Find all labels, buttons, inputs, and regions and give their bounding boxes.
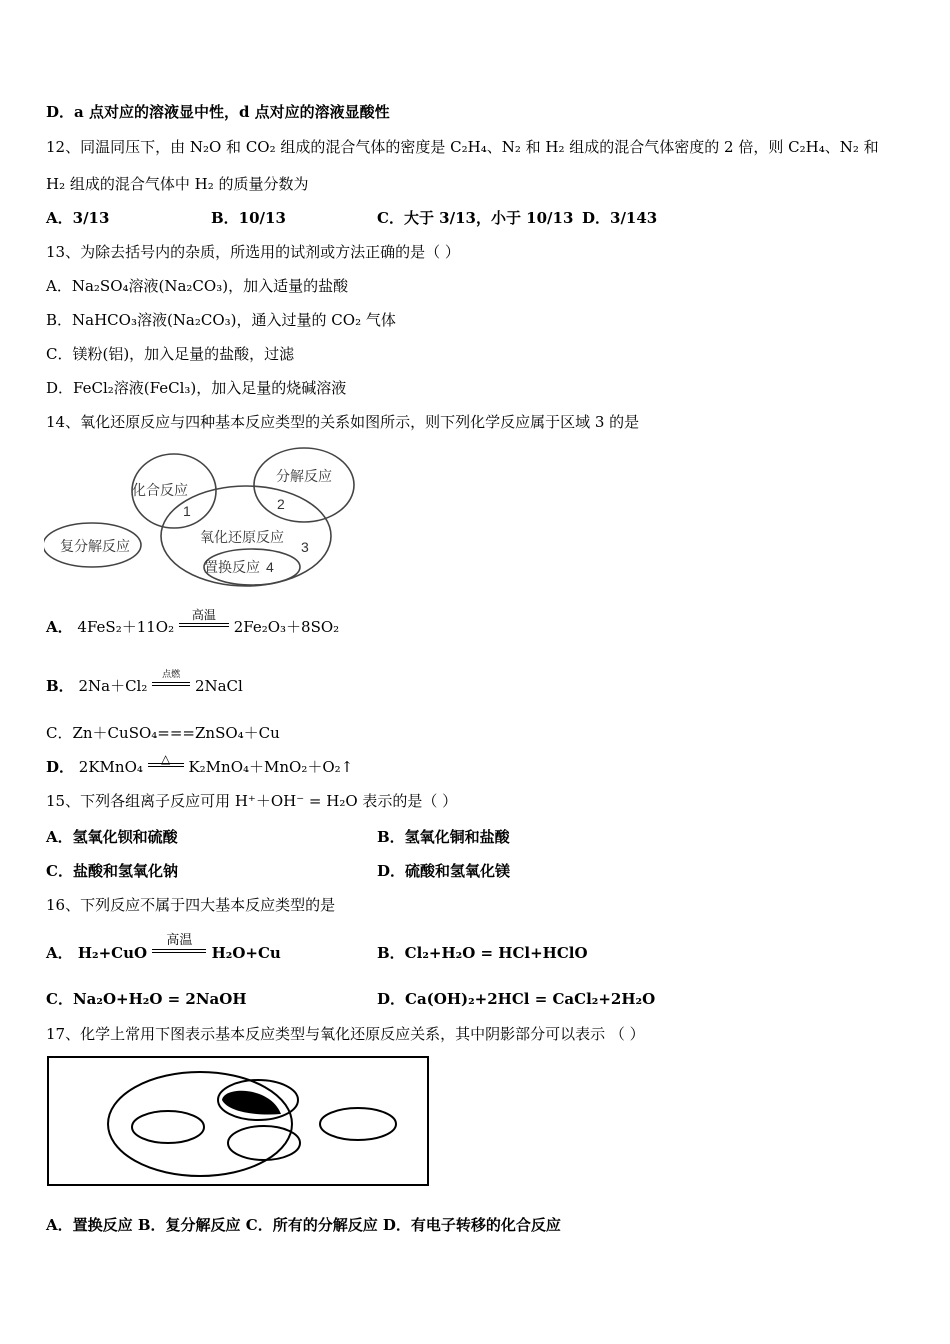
label-displacement: 置换反应: [204, 559, 260, 575]
q16-stem: 16、下列反应不属于四大基本反应类型的是: [46, 896, 336, 914]
label-combination: 化合反应: [132, 482, 188, 498]
q15-option-b: B．氢氧化铜和盐酸: [377, 828, 510, 846]
q14-option-b: B． 2Na＋Cl₂ 点燃 2NaCl: [46, 676, 243, 696]
q13-option-a: A．Na₂SO₄溶液(Na₂CO₃)，加入适量的盐酸: [46, 277, 349, 295]
q13-option-d: D．FeCl₂溶液(FeCl₃)，加入足量的烧碱溶液: [46, 379, 347, 397]
q14-option-d: D． 2KMnO₄ △ K₂MnO₄＋MnO₂＋O₂↑: [46, 757, 353, 777]
q13-option-b: B．NaHCO₃溶液(Na₂CO₃)，通入过量的 CO₂ 气体: [46, 311, 396, 329]
region-2: 2: [277, 496, 285, 512]
q14-option-a: A． 4FeS₂＋11O₂ 高温 2Fe₂O₃＋8SO₂: [46, 617, 339, 637]
q17-options: A．置换反应 B．复分解反应 C．所有的分解反应 D．有电子转移的化合反应: [46, 1216, 561, 1234]
q11-option-d: D．a 点对应的溶液显中性，d 点对应的溶液显酸性: [46, 103, 390, 121]
q14-venn-diagram: [44, 444, 364, 594]
q17-relation-diagram: [46, 1054, 432, 1190]
condition-high-temp-16: 高温: [166, 933, 193, 948]
q15-option-c: C．盐酸和氢氧化钠: [46, 862, 178, 880]
q12-option-d: D．3/143: [582, 209, 658, 227]
q16-option-b: B．Cl₂+H₂O = HCl+HClO: [377, 944, 588, 962]
decomposition-circle: [254, 448, 354, 522]
q12-stem-line2: H₂ 组成的混合气体中 H₂ 的质量分数为: [46, 175, 309, 193]
label-double-decomposition: 复分解反应: [60, 538, 130, 554]
region-4: 4: [266, 559, 274, 575]
region-1: 1: [183, 503, 191, 519]
q15-option-a: A．氢氧化钡和硫酸: [46, 828, 178, 846]
condition-high-temp: 高温: [191, 608, 216, 622]
q12-option-c: C．大于 3/13，小于 10/13: [377, 209, 574, 227]
q15-option-d: D．硫酸和氢氧化镁: [377, 862, 511, 880]
label-decomposition: 分解反应: [276, 468, 332, 484]
q13-option-c: C．镁粉(铝)，加入足量的盐酸，过滤: [46, 345, 295, 363]
q17-stem: 17、化学上常用下图表示基本反应类型与氧化还原反应关系，其中阴影部分可以表示 （ ）: [46, 1025, 645, 1043]
q16-option-d: D．Ca(OH)₂+2HCl = CaCl₂+2H₂O: [377, 990, 656, 1008]
q14-option-c: C．Zn＋CuSO₄===ZnSO₄＋Cu: [46, 724, 280, 742]
q12-stem-line1: 12、同温同压下，由 N₂O 和 CO₂ 组成的混合气体的密度是 C₂H₄、N₂ 和 H₂ 组成的混合气体密度的 2 倍，则 C₂H₄、N₂ 和: [46, 138, 879, 156]
q13-stem: 13、为除去括号内的杂质，所选用的试剂或方法正确的是（ ）: [46, 243, 460, 261]
q15-stem: 15、下列各组离子反应可用 H⁺＋OH⁻ = H₂O 表示的是（ ）: [46, 792, 458, 810]
q16-option-c: C．Na₂O+H₂O = 2NaOH: [46, 990, 247, 1008]
label-redox: 氧化还原反应: [200, 529, 284, 545]
q12-option-a: A．3/13: [46, 209, 110, 227]
q12-option-b: B．10/13: [211, 209, 286, 227]
q14-stem: 14、氧化还原反应与四种基本反应类型的关系如图所示，则下列化学反应属于区域 3 的是: [46, 413, 640, 431]
condition-heat: △: [161, 752, 171, 766]
condition-ignite: 点燃: [162, 670, 181, 680]
q16-option-a: A． H₂+CuO 高温 H₂O+Cu: [46, 933, 281, 962]
region-3: 3: [301, 539, 309, 555]
